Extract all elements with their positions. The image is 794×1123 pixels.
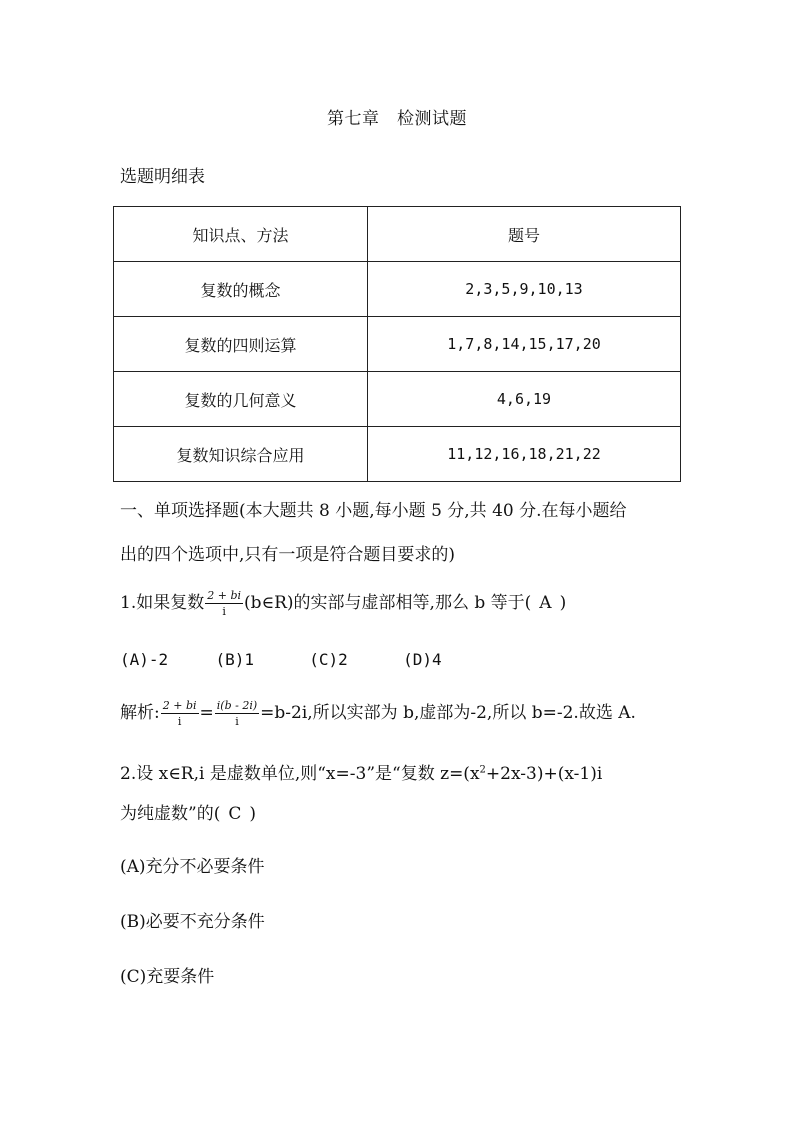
q1-option-b: (B)1 — [215, 650, 254, 669]
q1-sol-frac2-num: i(b - 2i) — [216, 699, 258, 712]
table-cell-nums: 2,3,5,9,10,13 — [368, 262, 681, 317]
page-title: 第七章 检测试题 — [327, 109, 467, 129]
q1-options — [120, 650, 442, 669]
q2-line1-a: 2.设 x∈R,i 是虚数单位,则“x=-3”是“复数 z=(x — [120, 764, 480, 784]
q2-line1-b: +2x-3)+(x-1)i — [485, 764, 603, 784]
q1-close: ) — [559, 593, 567, 613]
q2-option-c: (C)充要条件 — [120, 967, 215, 987]
q2-close: ) — [249, 804, 256, 824]
table-cell-nums: 11,12,16,18,21,22 — [368, 427, 681, 482]
q1-prefix: 1.如果复数 — [120, 593, 205, 613]
section-heading-line1: 一、单项选择题(本大题共 8 小题,每小题 5 分,共 40 分.在每小题给 — [120, 501, 627, 521]
table-row — [114, 317, 681, 372]
q1-solution — [120, 698, 636, 727]
table-cell-topic: 复数的四则运算 — [114, 317, 368, 372]
q1-sol-frac2-den: i — [235, 715, 239, 728]
q1-frac-num: 2 + bi — [207, 589, 242, 602]
topic-table — [113, 206, 681, 482]
table-cell-nums: 4,6,19 — [368, 372, 681, 427]
q1-sol-frac2 — [215, 700, 259, 727]
q1-sol-frac1-num: 2 + bi — [162, 699, 197, 712]
q2-option-a: (A)充分不必要条件 — [120, 857, 265, 877]
table-header-row — [114, 207, 681, 262]
question-1 — [120, 588, 566, 617]
table-row — [114, 372, 681, 427]
q1-option-a: (A)-2 — [120, 650, 169, 669]
table-header-topic: 知识点、方法 — [114, 207, 368, 262]
table-cell-topic: 复数的几何意义 — [114, 372, 368, 427]
question-2-line2 — [120, 799, 256, 824]
section-heading-line2: 出的四个选项中,只有一项是符合题目要求的) — [120, 545, 456, 565]
table-row — [114, 427, 681, 482]
q2-line2: 为纯虚数”的( — [120, 804, 221, 824]
q2-square: 2 — [479, 764, 486, 776]
table-header-nums: 题号 — [368, 207, 681, 262]
q2-answer: C — [228, 804, 242, 824]
q1-fraction — [205, 590, 243, 617]
table-cell-topic: 复数知识综合应用 — [114, 427, 368, 482]
q1-frac-den: i — [222, 605, 226, 618]
q1-sol-frac1-den: i — [177, 715, 182, 728]
q1-solution-suffix: =b-2i,所以实部为 b,虚部为-2,所以 b=-2.故选 A. — [260, 703, 636, 723]
q1-sol-eq: = — [199, 703, 214, 723]
question-2-line1 — [120, 759, 602, 784]
q2-option-b: (B)必要不充分条件 — [120, 912, 265, 932]
q1-suffix: (b∈R)的实部与虚部相等,那么 b 等于( — [244, 593, 532, 613]
q1-answer: A — [539, 593, 552, 613]
q1-option-d: (D)4 — [403, 650, 442, 669]
table-cell-topic: 复数的概念 — [114, 262, 368, 317]
q1-sol-frac1 — [161, 700, 199, 727]
q1-solution-prefix: 解析: — [120, 703, 160, 723]
table-cell-nums: 1,7,8,14,15,17,20 — [368, 317, 681, 372]
q1-option-c: (C)2 — [309, 650, 348, 669]
table-caption: 选题明细表 — [120, 167, 205, 187]
table-row — [114, 262, 681, 317]
